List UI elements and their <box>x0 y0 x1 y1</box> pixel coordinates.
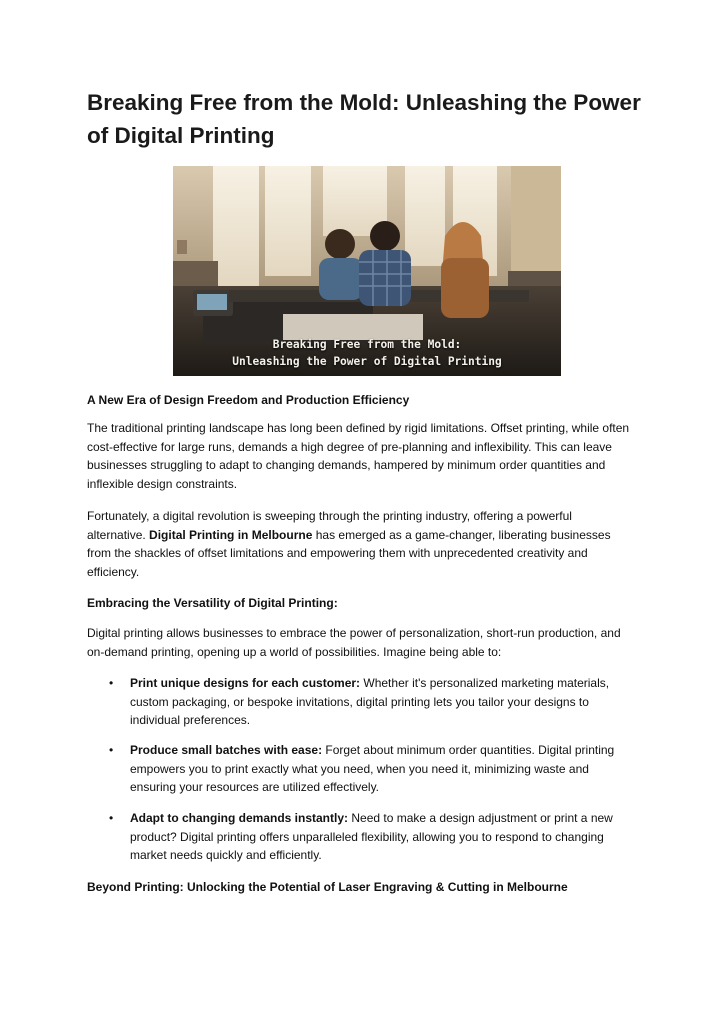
digital-printing-melbourne-keyword: Digital Printing in Melbourne <box>149 527 313 542</box>
section-heading-new-era: A New Era of Design Freedom and Production Efficiency <box>87 393 410 407</box>
list-item-text <box>130 674 630 730</box>
section-heading-versatility: Embracing the Versatility of Digital Printing: <box>87 596 338 610</box>
list-item-body: Need to make a design adjustment or print a new product? Digital printing offers unparalleled flexibility, allowing you to respond to changing market needs quickly and efficiently. <box>130 811 613 863</box>
paragraph-text: has emerged as a game-changer, liberating businesses from the shackles of offset limitations and empowering them with unprecedented creativity and efficiency. <box>87 527 611 579</box>
list-item-text <box>130 809 630 865</box>
paragraph-intro: Digital printing allows businesses to embrace the power of personalization, short-run production, and on-demand printing, opening up a world of possibilities. Imagine being able to: <box>87 626 621 659</box>
list-item-title: Adapt to changing demands instantly: <box>130 811 349 825</box>
hero-image <box>173 166 561 376</box>
list-item-title: Produce small batches with ease: <box>130 743 323 757</box>
section-heading-laser-engraving: Beyond Printing: Unlocking the Potential of Laser Engraving & Cutting in Melbourne <box>87 880 568 894</box>
image-caption <box>173 336 561 370</box>
page-title: Breaking Free from the Mold: Unleashing the Power of Digital Printing <box>87 90 641 148</box>
list-item <box>87 809 632 865</box>
paragraph-text: Fortunately, a digital revolution is sweeping through the printing industry, offering a powerful alternative. <box>87 509 572 542</box>
paragraph-traditional-printing: The traditional printing landscape has long been defined by rigid limitations. Offset printing, while often cost-effective for large runs, demands a high degree of pre-planning and inflexibility. This can leave businesses struggling to adapt to changing demands, hampered by minimum order quantities and inflexible design constraints. <box>87 421 630 491</box>
list-item-title: Print unique designs for each customer: <box>130 676 361 690</box>
list-item-body: Whether it's personalized marketing materials, custom packaging, or bespoke invitations, digital printing lets you tailor your designs to individual preferences. <box>130 676 610 728</box>
bullet-marker: • <box>109 676 114 690</box>
caption-line-2: Unleashing the Power of Digital Printing <box>232 355 502 368</box>
bullet-marker: • <box>109 743 114 757</box>
list-item-body: Forget about minimum order quantities. Digital printing empowers you to print exactly what you need, when you need it, minimizing waste and ensuring your resources are utilized effectively. <box>130 743 615 795</box>
bullet-marker: • <box>109 811 114 825</box>
list-item-text <box>130 741 630 797</box>
list-item <box>87 741 632 797</box>
caption-line-1: Breaking Free from the Mold: <box>272 338 462 351</box>
paragraph-digital-revolution <box>87 507 632 581</box>
list-item <box>87 674 632 730</box>
